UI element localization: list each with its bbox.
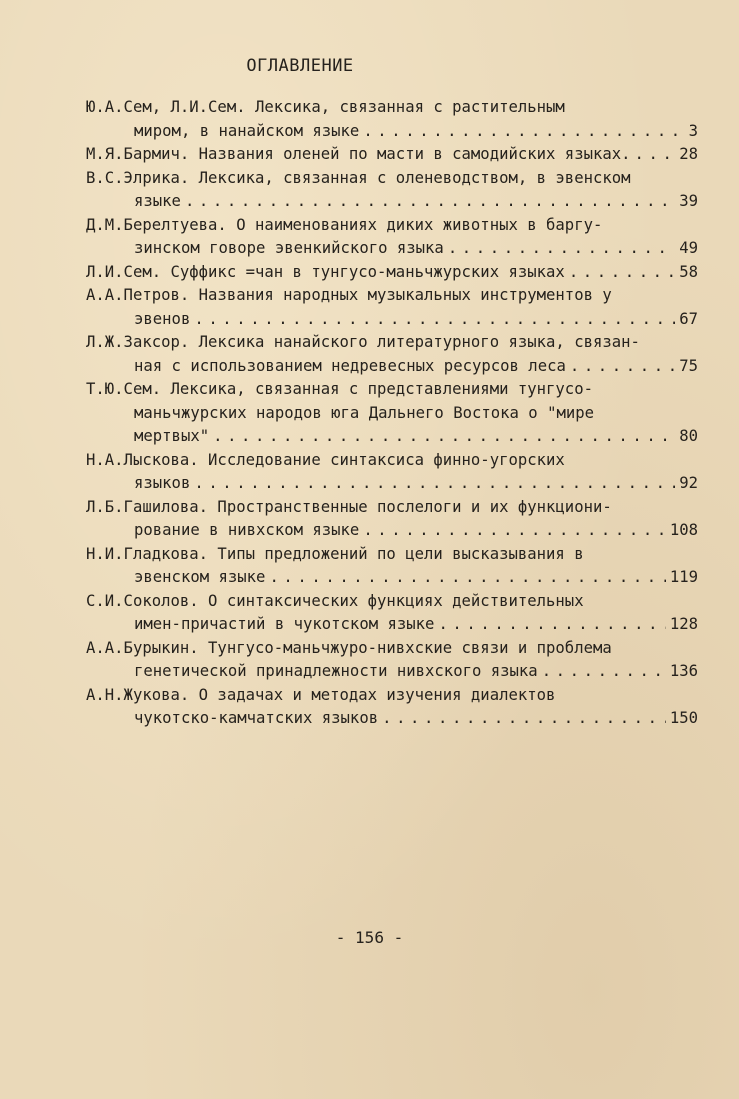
toc-entry-continuation: чукотско-камчатских языков <box>134 709 379 727</box>
toc-entry-continuation: имен-причастий в чукотском языке <box>134 615 435 633</box>
toc-entry-title: Ю.А.Сем, Л.И.Сем. Лексика, связанная с растительным <box>86 98 565 116</box>
toc-entry-title: Л.Б.Гашилова. Пространственные послелоги и их функциони- <box>86 497 612 516</box>
toc-page-number: 80 <box>679 427 698 445</box>
toc-page-number: 28 <box>679 145 698 163</box>
toc-entry <box>86 684 698 731</box>
dot-leader <box>438 613 665 637</box>
toc-entry-line <box>86 96 698 120</box>
toc-entry <box>86 143 698 167</box>
toc-page-number: 67 <box>679 309 698 328</box>
toc-entry-continuation: языков <box>134 474 191 492</box>
dot-leader <box>213 425 675 449</box>
toc-entry-continuation: мертвых" <box>134 427 210 445</box>
dot-leader <box>194 472 675 496</box>
page-number: - 156 - <box>335 928 404 947</box>
toc-entry-title: А.А.Бурыкин. Тунгусо-маньчжуро-нивхские связи и проблема <box>86 638 612 657</box>
toc-entry-line <box>86 237 698 261</box>
toc-page-number: 49 <box>679 239 698 257</box>
dot-leader <box>185 190 675 214</box>
dot-leader <box>635 143 676 167</box>
toc-page-number: 150 <box>669 709 698 727</box>
toc-entry-line <box>86 613 698 637</box>
toc-entry <box>86 637 698 684</box>
toc-entry-line <box>86 637 698 661</box>
dot-leader <box>569 261 675 285</box>
toc-entry-line <box>86 519 698 543</box>
toc-page-number: 136 <box>669 662 698 680</box>
toc-entry-title: Т.Ю.Сем. Лексика, связанная с представлениями тунгусо- <box>86 380 593 398</box>
dot-leader <box>448 237 675 261</box>
toc-page-number: 3 <box>688 121 698 140</box>
toc-entry-line <box>86 190 698 214</box>
toc-entry-line <box>86 167 698 191</box>
toc-page-number: 92 <box>679 474 698 492</box>
toc-entry-title: Л.Ж.Заксор. Лексика нанайского литературного языка, связан- <box>86 333 640 351</box>
toc-entry <box>86 214 698 261</box>
toc-entry-title: А.А.Петров. Названия народных музыкальных инструментов у <box>86 286 612 304</box>
toc-entry-line <box>86 472 698 496</box>
toc-entry-continuation: ная с использованием недревесных ресурсов леса <box>134 356 566 375</box>
toc-page-number: 39 <box>679 192 698 210</box>
toc-entry <box>86 96 698 143</box>
toc-entry-line <box>86 496 698 520</box>
toc-entry-line <box>86 355 698 379</box>
toc-entry-line <box>86 684 698 708</box>
toc-entry <box>86 496 698 543</box>
dot-leader <box>194 308 675 332</box>
toc-page-number: 58 <box>679 262 698 281</box>
toc-entry-line <box>86 707 698 731</box>
toc-entry-title: В.С.Элрика. Лексика, связанная с оленеводством, в эвенском <box>86 168 631 187</box>
toc-entry-continuation: генетической принадлежности нивхского языка <box>134 662 538 680</box>
toc-entry-line <box>86 331 698 355</box>
toc-entry-continuation: миром, в нанайском языке <box>134 121 360 140</box>
dot-leader <box>363 120 684 144</box>
toc-entry-continuation: зинском говоре эвенкийского языка <box>134 239 444 257</box>
toc-entry <box>86 449 698 496</box>
dot-leader <box>382 707 666 731</box>
toc-entry-line <box>86 284 698 308</box>
table-of-contents <box>86 96 698 731</box>
toc-entry-continuation: маньчжурских народов юга Дальнего Востока о "мире <box>134 403 595 422</box>
toc-entry-continuation: эвенском языке <box>134 568 266 586</box>
dot-leader <box>363 519 666 543</box>
toc-entry-title: А.Н.Жукова. О задачах и методах изучения диалектов <box>86 685 556 704</box>
toc-entry-title: Л.И.Сем. Суффикс =чан в тунгусо-маньчжурских языках <box>86 262 565 281</box>
toc-entry-line <box>86 425 698 449</box>
toc-entry-title: Н.А.Лыскова. Исследование синтаксиса финно-угорских <box>86 450 565 469</box>
toc-entry-continuation: эвенов <box>134 309 191 328</box>
toc-entry <box>86 378 698 449</box>
toc-entry-continuation: рование в нивхском языке <box>134 521 360 539</box>
toc-entry-line <box>86 566 698 590</box>
toc-entry-line <box>86 143 698 167</box>
toc-entry-line <box>86 120 698 144</box>
toc-entry-line <box>86 590 698 614</box>
dot-leader <box>570 355 675 379</box>
toc-entry-title: М.Я.Бармич. Названия оленей по масти в самодийских языках. <box>86 145 631 163</box>
toc-entry <box>86 167 698 214</box>
toc-entry-continuation: языке <box>134 192 181 210</box>
toc-entry <box>86 543 698 590</box>
toc-entry-line <box>86 402 698 426</box>
page-title: ОГЛАВЛЕНИЕ <box>246 56 354 76</box>
dot-leader <box>542 660 666 684</box>
toc-entry <box>86 261 698 285</box>
toc-page-number: 119 <box>669 568 698 586</box>
dot-leader <box>269 566 665 590</box>
toc-page-number: 75 <box>679 356 698 375</box>
toc-entry-title: Н.И.Гладкова. Типы предложений по цели высказывания в <box>86 544 584 563</box>
toc-entry-line <box>86 308 698 332</box>
toc-entry-line <box>86 214 698 238</box>
toc-entry <box>86 331 698 378</box>
toc-entry <box>86 284 698 331</box>
toc-entry-line <box>86 660 698 684</box>
toc-entry-line <box>86 449 698 473</box>
toc-page-number: 108 <box>669 521 698 539</box>
toc-entry-title: Д.М.Берелтуева. О наименованиях диких животных в баргу- <box>86 215 603 234</box>
toc-page-number: 128 <box>669 615 698 633</box>
toc-entry <box>86 590 698 637</box>
toc-entry-title: С.И.Соколов. О синтаксических функциях действительных <box>86 591 584 610</box>
toc-entry-line <box>86 378 698 402</box>
toc-entry-line <box>86 261 698 285</box>
toc-entry-line <box>86 543 698 567</box>
